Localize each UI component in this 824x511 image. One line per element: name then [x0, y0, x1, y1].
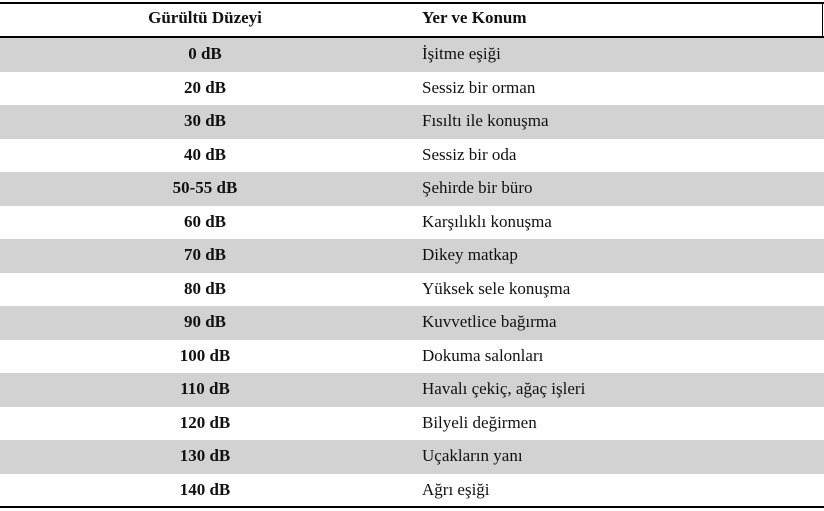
place-cell: Şehirde bir büro [422, 178, 533, 197]
table-row [0, 474, 824, 508]
place-cell: Sessiz bir orman [422, 77, 536, 97]
header-place: Yer ve Konum [422, 8, 527, 27]
noise-level-cell: 110 dB [180, 379, 230, 398]
table-row [0, 407, 824, 441]
table-row [0, 206, 824, 240]
table-row [0, 105, 824, 139]
noise-level-cell: 140 dB [179, 479, 231, 499]
place-cell: Sessiz bir oda [422, 144, 517, 164]
noise-level-cell: 30 dB [183, 111, 227, 130]
noise-level-cell: 100 dB [179, 345, 231, 365]
table-row [0, 239, 824, 273]
place-cell: Havalı çekiç, ağaç işleri [422, 379, 586, 398]
noise-level-cell: 70 dB [183, 245, 227, 264]
table-row [0, 38, 824, 72]
place-cell: Dikey matkap [422, 245, 518, 264]
place-cell: Yüksek sele konuşma [422, 278, 571, 298]
noise-level-cell: 50-55 dB [172, 178, 238, 197]
header-noise-level: Gürültü Düzeyi [148, 8, 262, 27]
table-row [0, 306, 824, 340]
place-cell: İşitme eşiği [422, 44, 501, 63]
table-row [0, 139, 824, 173]
place-cell: Kuvvetlice bağırma [422, 312, 557, 331]
table-row [0, 340, 824, 374]
noise-level-cell: 20 dB [183, 77, 227, 97]
noise-level-cell: 80 dB [183, 278, 227, 298]
table-row [0, 273, 824, 307]
noise-level-cell: 120 dB [179, 412, 231, 432]
noise-level-cell: 0 dB [188, 44, 222, 63]
place-cell: Fısıltı ile konuşma [422, 111, 549, 130]
place-cell: Uçakların yanı [422, 446, 523, 465]
noise-level-cell: 130 dB [179, 446, 231, 465]
place-cell: Karşılıklı konuşma [422, 211, 552, 231]
noise-level-cell: 90 dB [183, 312, 227, 331]
noise-level-cell: 60 dB [183, 211, 227, 231]
table-row [0, 172, 824, 206]
table-header-row [0, 3, 824, 36]
table-row [0, 72, 824, 106]
place-cell: Ağrı eşiği [422, 479, 490, 499]
table-row [0, 373, 824, 407]
place-cell: Bilyeli değirmen [422, 412, 537, 432]
noise-level-cell: 40 dB [183, 144, 227, 164]
table-bottom-rule [0, 506, 824, 508]
place-cell: Dokuma salonları [422, 345, 544, 365]
table-row [0, 440, 824, 474]
